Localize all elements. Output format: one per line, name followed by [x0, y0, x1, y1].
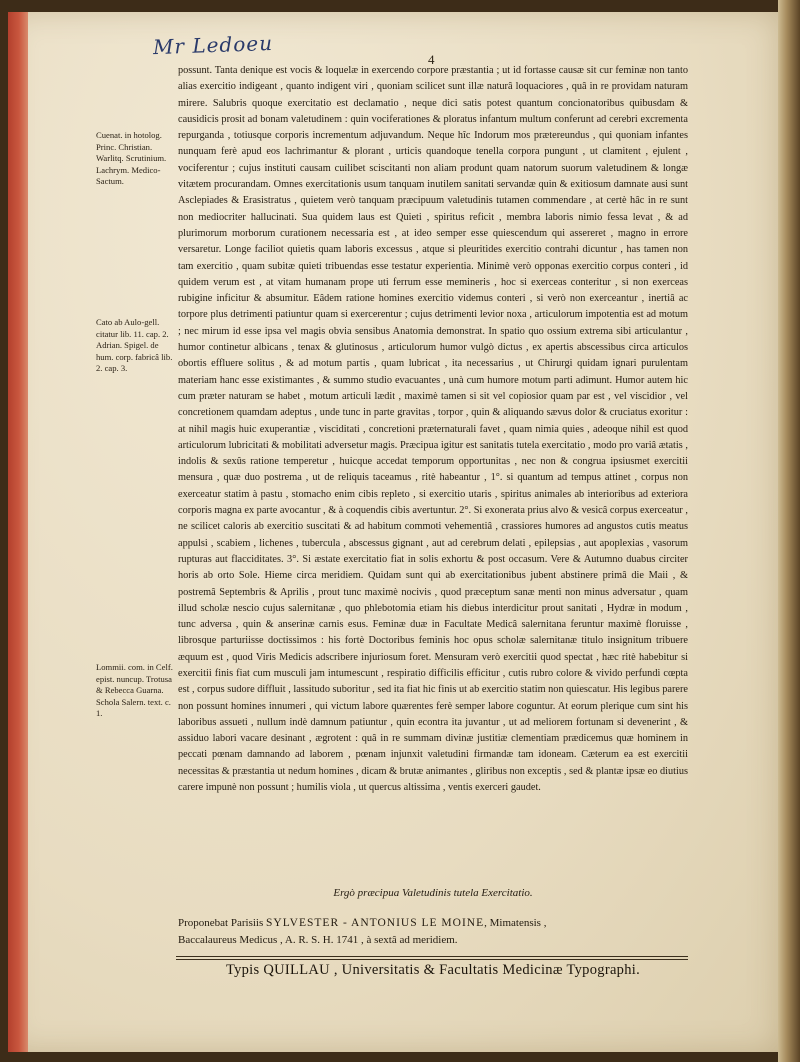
thesis-conclusion: Ergò præcipua Valetudinis tutela Exercitatio.: [333, 887, 533, 899]
defender-suffix: , Mimatensis ,: [484, 917, 547, 929]
margin-note-lommii: Lommii. com. in Celf. epist. nuncup. Trotusa & Rebecca Guarna. Schola Salern. text. c. 1.: [96, 662, 173, 719]
body-text: [178, 63, 688, 885]
body-paragraph: possunt. Tanta denique est vocis & loquelæ in exercendo corpore præstantia ; ut id fortasse causæ sit cur feminæ non tanto alias exercitio indigeant , quanto indigent viri , quoniam scilicet sunt illæ naturâ loquaciores , quâ in re providam naturam mirere. Salubris quoque exercitatio est declamatio , neque dici satis potest quantum concionatoribus quibusdam & causidicis prosit ad bonam valetudinem : quin vociferationes & ploratus infantum multum conferunt ad cerebri excrementa repurganda , totiusque corporis incrementum adjuvandum. Neque hîc Indorum mos prætereundus , qui quoniam infantes nunquam ferè apud eos lachrimantur & plorant , urticis quandoque tenella corpora pungunt , ut clamitent , ejulent , vociferentur ; cujus instituti causam cuilibet sciscitanti non aliam produnt quam natorum suorum valetudinem & longæ vitætem procurandam. Omnes exercitationis usum tanquam inutilem sanitati servandæ quin & exitiosum damnate ausi sunt Asclepiades & Erasistratus , quietem verò tanquam præcipuum valetudinis tutamen commendare , at certè hâc in re sunt non mediocriter hallucinati. Sua quidem laus est Quieti , spiritus reficit , membra laboris nimio fessa levat , & ad plurimorum morborum curationem necessaria est , at ideo semper esse quiescendum qui assereret , magno in errore versaretur. Longe faciliot quietis quam laboris excessus , atque si pleuritides exercitio contrahi dicuntur , has tamen non tam exercitio , quam subitæ quieti tribuendas esse testatur experientia. Minimè verò opponas exercitio corpus conteri , id quidem verum est , at vitam humanam prope uti ferrum esse memineris , hoc si exerceas conteritur , si non exerceas rubigine inficitur & absumitur. Eâdem ratione homines exercitio videmus conteri , si verò non exerceantur , inertiâ ac torpore plus detrimenti patiuntur quam si exercerentur ; cujus detrimenti levior noxa , articulorum impotentia est ad motum ; nec mirum id esse ipsa vel magis obvia sensibus Anatomia demonstrat. In spatio quo ossium extrema sibi articulantur , humor continetur albicans , tenax & glutinosus , articulorum humor vulgò dictus , ex apertis abscessibus circa articulos obortis effluere solitus , & ad motum partis , quam lubricat , ita necessarius , ut Chirurgi quidam ignari purulentam materiam hanc esse existimantes , & summo studio evacuantes , unà cum humore motum parti adimunt. Humor autem hic cum præter naturam se habet , motum articuli lædit , maximè tamen si sit vel copiosior quam par est , vel viscidior , vel concretionem quamdam adeptus , unde tunc in parte gravitas , torpor , quin & aliquando sævus dolor & cruciatus exoritur : at nihil magis huic exuperantiæ , visciditati , concretioni præternaturali favet , quam nimia quies , adeoque nihil est quod articulorum lubricitati & mobilitati adversetur magis. Præcipua igitur est sanitatis tutela exercitatio , modo pro variâ ætatis , indolis & sexûs ratione temperetur , huicque accedat temporum opportunitas , nec non & congrua ipsiusmet exercitii mensura , quæ duo postrema , ut de reliquis taceamus , ritè habeantur , 1°. si quantum ad tempus attinet , corpus non exerceatur statim à pastu , stomacho enim cibis repleto , si exercitio utaris , spiritus animales ab interioribus ad exteriora corporis magna ex parte avocantur , & à coquendis cibis avertuntur. 2°. Si exonerata prius alvo & vesicâ corpus exerceatur , ne scilicet caloris ab exercitio suscitati & ad habitum commoti vehementiâ , crassiores humores ad angustos cutis meatus appulsi , scabiem , lichenes , tubercula , abscessus gignant , aut ad cerebrum delati , epilepsias , aut apoplexias , vasorum rupturas aut flacciditates. 3°. Si æstate exercitatio fiat in solis exhortu & post occasum. Vere & Autumno duabus circiter horis ab orto Sole. Hieme circa meridiem. Quidam sunt qui ab exercitationibus jubent abstinere primâ die Maii , & postremâ Septembris & Aprilis , prout tunc maximè nocivis , quod præceptum sanæ menti non minus adversatur , quam illud scholæ nescio cujus salernitanæ , quo phlebotomia etiam his diebus interdicitur prout sanitati , Hydræ in modum , tunc adversa , quin & anserinæ carnis esus. Feminæ duæ in Facultate Medicâ salernitana feruntur maximè floruisse , librosque parturiisse doctissimos : his fortè Doctoribus feminis hoc opus scholæ salernitanæ titulo insignitum tribuere æquum est , quod Viris Medicis adscribere injuriosum foret. Mensuram verò exercitii quod spectat , hæc ritè habebitur si exercitii finis fiat cum musculi jam intumescunt , respiratio difficilis efficitur , cutis rubro colore & vivido perfundi cœpta est , corpus sudore diffluit , lassitudo suboritur , sed ita fiat hic finis ut ab exercitio statim non quiescatur. His legibus parere non possunt homines innumeri , qui victum labore quærentes ferè semper labore coguntur. At eorum plerique cum sint his laboribus assueti , nullum indè damnum patiuntur , quin econtra ita juvantur , ut ad meliorem fortunam si devenerint , & assiduo labori vacare desinant , ægrotent : quâ in re summam divinæ justitiæ clementiam prædicemus quæ hominem in peccati pœnam damnando ad laborem , pœnam injunxit valetudini firmandæ tam idoneam. Cæterum ea est exercitii necessitas & præstantia ut nedum homines , dicam & brutæ animantes , gliribus non exceptis , sed & plantæ ipsæ eo diutius carere impunè non possunt ; humilis viola , ut quercus altissima , ventis exerceri gaudet.: [178, 65, 688, 794]
defender-statement: [178, 915, 688, 949]
handwritten-signature: Mr Ledoeu: [152, 30, 274, 60]
margin-note-cuenat: Cuenat. in hotolog. Princ. Christian. Warlitq. Scrutinium. Lachrym. Medico-Sactum.: [96, 130, 167, 187]
red-page-edge: [8, 12, 28, 1052]
book-gutter-edge: [778, 0, 800, 1062]
margin-note-cato: Cato ab Aulo-gell. citatur lib. 11. cap. 2. Adrian. Spigel. de hum. corp. fabricâ lib. 2. cap. 3.: [96, 317, 173, 374]
paper-leaf: [8, 12, 778, 1052]
defender-degree: Baccalaureus Medicus , A. R. S. H. 1741 , à sextâ ad meridiem.: [178, 934, 458, 946]
double-rule-divider: [176, 956, 688, 960]
page-number: 4: [428, 52, 435, 67]
defender-prefix: Proponebat Parisiis: [178, 917, 264, 929]
defender-name: SYLVESTER - ANTONIUS LE MOINE: [266, 917, 485, 929]
printer-imprint: Typis QUILLAU , Universitatis & Facultatis Medicinæ Typographi.: [225, 962, 641, 978]
